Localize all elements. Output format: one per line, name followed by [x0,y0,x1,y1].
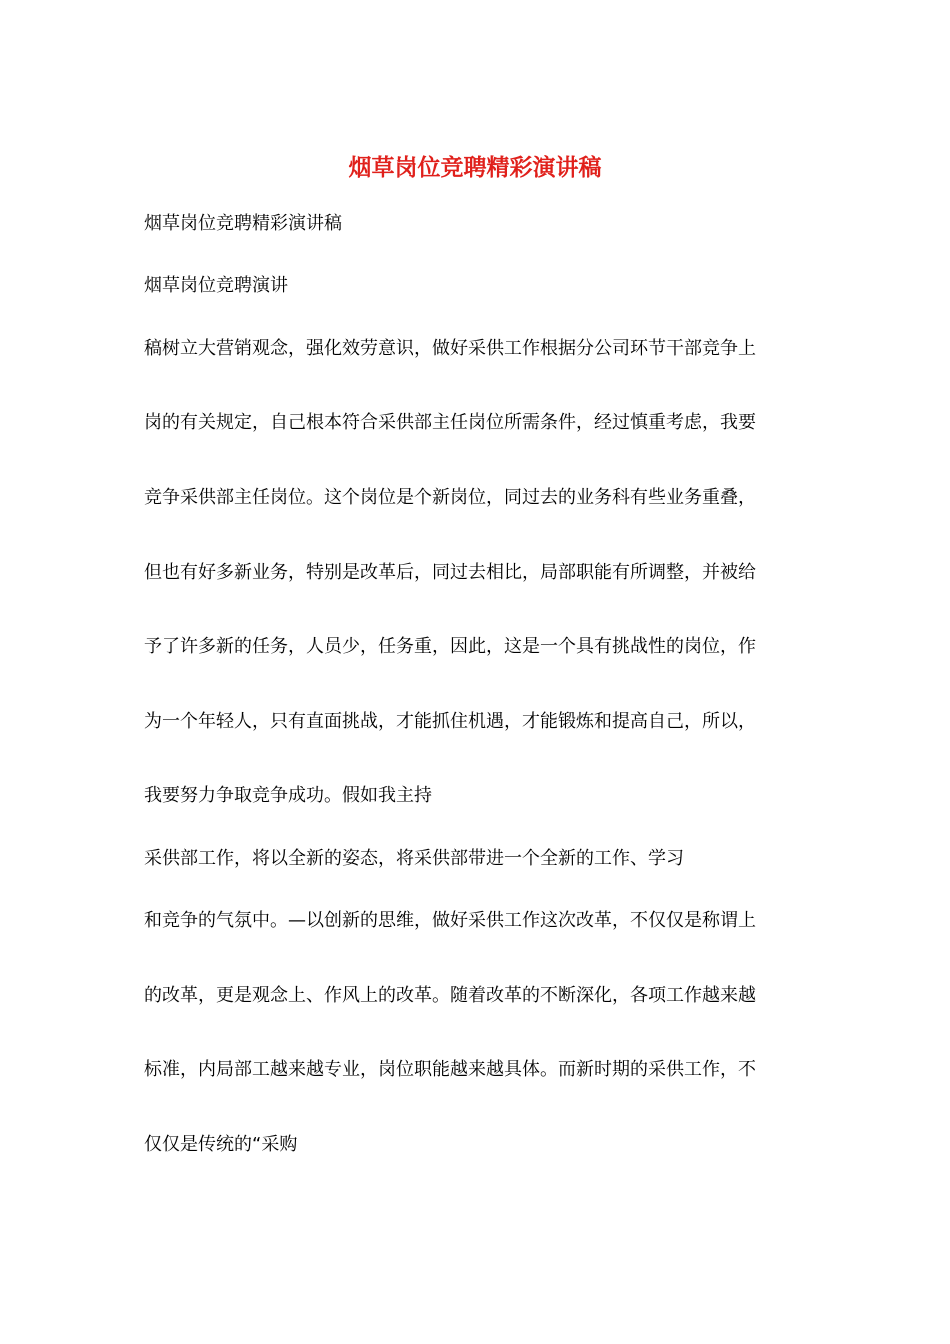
paragraph-line: 仅仅是传统的“采购 [144,1134,298,1155]
paragraph-line: 烟草岗位竞聘演讲 [144,275,288,296]
paragraph-line: 予了许多新的任务，人员少，任务重，因此，这是一个具有挑战性的岗位，作 [144,636,756,657]
paragraph-line: 稿树立大营销观念，强化效劳意识，做好采供工作根据分公司环节干部竞争上 [144,338,756,359]
document-title: 烟草岗位竞聘精彩演讲稿 [348,154,602,181]
paragraph-line: 的改革，更是观念上、作风上的改革。随着改革的不断深化，各项工作越来越 [144,985,756,1006]
paragraph-line: 标准，内局部工越来越专业，岗位职能越来越具体。而新时期的采供工作，不 [144,1059,756,1080]
paragraph-line: 烟草岗位竞聘精彩演讲稿 [144,213,342,234]
paragraph-line: 为一个年轻人，只有直面挑战，才能抓住机遇，才能锻炼和提高自己，所以， [144,711,756,732]
paragraph-line: 我要努力争取竞争成功。假如我主持 [144,785,432,806]
paragraph-line: 但也有好多新业务，特别是改革后，同过去相比，局部职能有所调整，并被给 [144,562,756,583]
paragraph-line: 竞争采供部主任岗位。这个岗位是个新岗位，同过去的业务科有些业务重叠， [144,487,756,508]
paragraph-line: 岗的有关规定，自己根本符合采供部主任岗位所需条件，经过慎重考虑，我要 [144,412,756,433]
paragraph-line: 和竞争的气氛中。—以创新的思维，做好采供工作这次改革，不仅仅是称谓上 [144,910,756,931]
paragraph-line: 采供部工作，将以全新的姿态，将采供部带进一个全新的工作、学习 [144,848,684,869]
